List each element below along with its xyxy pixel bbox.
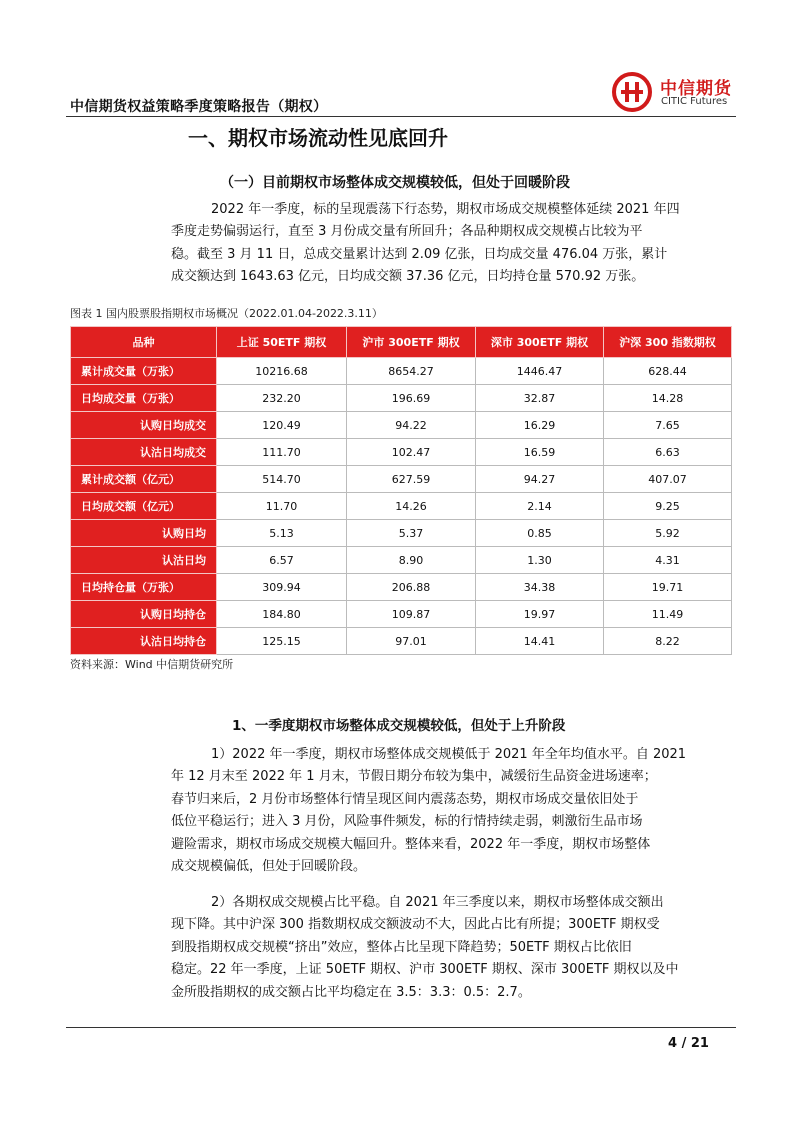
row-label: 日均成交额（亿元）: [71, 493, 217, 520]
table-cell: 5.37: [347, 520, 476, 547]
table-row: [71, 628, 732, 655]
table-cell: 407.07: [604, 466, 732, 493]
table-row: [71, 412, 732, 439]
paragraph-line: 到股指期权成交规模“挤出”效应，整体占比呈现下降趋势；50ETF 期权占比依旧: [171, 939, 632, 955]
paragraph-line: 2022 年一季度，标的呈现震荡下行态势，期权市场成交规模整体延续 2021 年四: [211, 202, 680, 217]
paragraph-line: 1）2022 年一季度，期权市场整体成交规模低于 2021 年全年均值水平。自 2021: [211, 747, 687, 762]
paragraph-2: [171, 892, 679, 1004]
table-cell: 232.20: [217, 385, 347, 412]
header-sh300etf: 沪市 300ETF 期权: [347, 327, 476, 358]
paragraph-line: 避险需求，期权市场成交规模大幅回升。整体来看，2022 年一季度，期权市场整体: [171, 836, 651, 852]
table-header-row: [71, 327, 732, 358]
table-cell: 109.87: [347, 601, 476, 628]
intro-paragraph: [171, 199, 680, 289]
header-sz300etf: 深市 300ETF 期权: [476, 327, 604, 358]
table-cell: 34.38: [476, 574, 604, 601]
table-cell: 184.80: [217, 601, 347, 628]
table-cell: 16.59: [476, 439, 604, 466]
table-cell: 32.87: [476, 385, 604, 412]
table-cell: 4.31: [604, 547, 732, 574]
table-cell: 196.69: [347, 385, 476, 412]
table-cell: 120.49: [217, 412, 347, 439]
table-cell: 309.94: [217, 574, 347, 601]
header-divider: [66, 116, 736, 117]
row-label: 日均持仓量（万张）: [71, 574, 217, 601]
table-cell: 97.01: [347, 628, 476, 655]
table-cell: 94.27: [476, 466, 604, 493]
paragraph-line: 现下降。其中沪深 300 指数期权成交额波动不大，因此占比有所提；300ETF 期权受: [171, 917, 660, 933]
options-market-table: [70, 326, 732, 655]
paragraph-line: 低位平稳运行；进入 3 月份，风险事件频发，标的行情持续走弱，刺激衍生品市场: [171, 814, 643, 830]
table-cell: 514.70: [217, 466, 347, 493]
section-subtitle: （一）目前期权市场整体成交规模较低，但处于回暖阶段: [220, 175, 570, 191]
paragraph-line: 金所股指期权的成交额占比平均稳定在 3.5：3.3：0.5：2.7。: [171, 984, 531, 1000]
table-source: 资料来源：Wind 中信期货研究所: [70, 658, 234, 671]
table-cell: 14.26: [347, 493, 476, 520]
citic-logo-icon: [612, 72, 652, 112]
table-cell: 628.44: [604, 358, 732, 385]
table-cell: 1446.47: [476, 358, 604, 385]
row-label: 认购日均: [71, 520, 217, 547]
table-caption: 图表 1 国内股票股指期权市场概况（2022.01.04-2022.3.11）: [70, 307, 383, 320]
table-cell: 8.22: [604, 628, 732, 655]
paragraph-line: 年 12 月末至 2022 年 1 月末，节假日期分布较为集中，减缓衍生品资金进场速率；: [171, 769, 657, 785]
paragraph-line: 2）各期权成交规模占比平稳。自 2021 年三季度以来，期权市场整体成交额出: [211, 895, 664, 910]
table-cell: 14.28: [604, 385, 732, 412]
table-cell: 2.14: [476, 493, 604, 520]
table-row: [71, 574, 732, 601]
table-cell: 206.88: [347, 574, 476, 601]
table-cell: 5.13: [217, 520, 347, 547]
table-cell: 10216.68: [217, 358, 347, 385]
paragraph-1: [171, 744, 687, 878]
footer-divider: [66, 1027, 736, 1028]
table-cell: 16.29: [476, 412, 604, 439]
table-cell: 1.30: [476, 547, 604, 574]
paragraph-line: 稳。截至 3 月 11 日，总成交量累计达到 2.09 亿张，日均成交量 476.04 万张，累计: [171, 246, 668, 262]
table-cell: 11.49: [604, 601, 732, 628]
row-label: 累计成交额（亿元）: [71, 466, 217, 493]
logo-text-en: CITIC Futures: [661, 96, 728, 107]
table-cell: 5.92: [604, 520, 732, 547]
report-title: 中信期货权益策略季度策略报告（期权）: [70, 99, 328, 115]
table-cell: 11.70: [217, 493, 347, 520]
paragraph-line: 成交规模偏低，但处于回暖阶段。: [171, 859, 367, 875]
table-cell: 19.71: [604, 574, 732, 601]
logo-text-cn: 中信期货: [660, 79, 732, 99]
row-label: 累计成交量（万张）: [71, 358, 217, 385]
citic-logo: [612, 68, 742, 116]
subsection-title: 1、一季度期权市场整体成交规模较低，但处于上升阶段: [232, 718, 566, 734]
table-row: [71, 601, 732, 628]
row-label: 认沽日均成交: [71, 439, 217, 466]
table-cell: 6.57: [217, 547, 347, 574]
header-sse50etf: 上证 50ETF 期权: [217, 327, 347, 358]
section-title: 一、期权市场流动性见底回升: [188, 126, 448, 150]
table-cell: 0.85: [476, 520, 604, 547]
table-cell: 9.25: [604, 493, 732, 520]
table-cell: 8.90: [347, 547, 476, 574]
table-cell: 8654.27: [347, 358, 476, 385]
table-row: [71, 520, 732, 547]
row-label: 认沽日均: [71, 547, 217, 574]
header-variety: 品种: [71, 327, 217, 358]
table-cell: 7.65: [604, 412, 732, 439]
paragraph-line: 春节归来后，2 月份市场整体行情呈现区间内震荡态势，期权市场成交量依旧处于: [171, 791, 639, 807]
paragraph-line: 成交额达到 1643.63 亿元，日均成交额 37.36 亿元，日均持仓量 570.92 万张。: [171, 269, 645, 285]
table-cell: 19.97: [476, 601, 604, 628]
table-cell: 111.70: [217, 439, 347, 466]
table-cell: 627.59: [347, 466, 476, 493]
table-cell: 102.47: [347, 439, 476, 466]
table-row: [71, 358, 732, 385]
table-cell: 94.22: [347, 412, 476, 439]
table-cell: 125.15: [217, 628, 347, 655]
row-label: 日均成交量（万张）: [71, 385, 217, 412]
table-row: [71, 466, 732, 493]
paragraph-line: 季度走势偏弱运行，直至 3 月份成交量有所回升；各品种期权成交规模占比较为平: [171, 224, 643, 240]
row-label: 认购日均成交: [71, 412, 217, 439]
table-cell: 14.41: [476, 628, 604, 655]
row-label: 认购日均持仓: [71, 601, 217, 628]
page-number: 4 / 21: [668, 1036, 709, 1051]
table-row: [71, 439, 732, 466]
paragraph-line: 稳定。22 年一季度，上证 50ETF 期权、沪市 300ETF 期权、深市 300ETF 期权以及中: [171, 962, 679, 978]
header-csi300-index: 沪深 300 指数期权: [604, 327, 732, 358]
row-label: 认沽日均持仓: [71, 628, 217, 655]
table-row: [71, 547, 732, 574]
table-row: [71, 493, 732, 520]
table-row: [71, 385, 732, 412]
table-cell: 6.63: [604, 439, 732, 466]
